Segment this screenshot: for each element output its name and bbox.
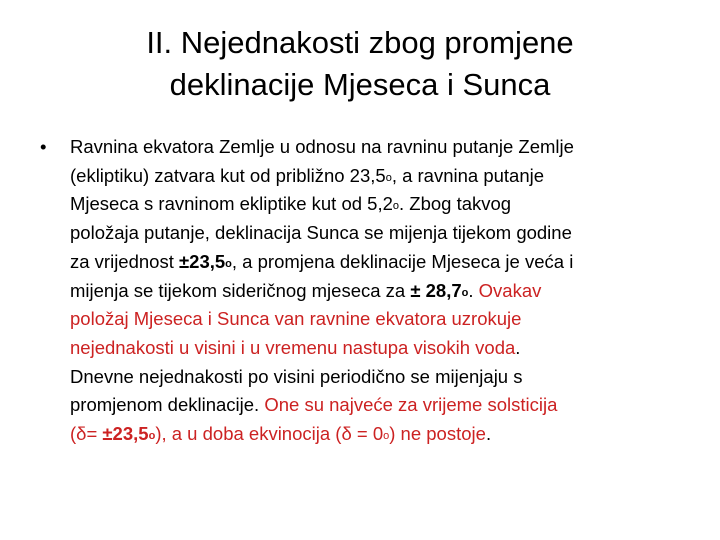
sun-declination-value: ±23,5 xyxy=(179,250,226,272)
degree-symbol: o xyxy=(225,257,232,270)
bullet-icon: • xyxy=(40,136,47,157)
paragraph-text xyxy=(70,133,704,449)
text-segment: Mjeseca s ravninom ekliptike kut od 5,2 xyxy=(70,193,393,215)
text-segment: . Zbog takvog xyxy=(399,193,512,215)
text-segment: Ravnina ekvatora Zemlje u odnosu na ravninu putanje Zemlje xyxy=(70,136,574,157)
slide-title xyxy=(60,22,660,106)
title-line-2: deklinacije Mjeseca i Sunca xyxy=(169,67,551,102)
text-line xyxy=(70,391,704,420)
highlighted-text: nejednakosti u visini i u vremenu nastupa visokih voda xyxy=(70,336,516,358)
degree-symbol: o xyxy=(383,430,390,443)
text-line xyxy=(70,133,704,162)
text-segment: . xyxy=(468,279,479,301)
text-line xyxy=(70,363,704,392)
text-line xyxy=(70,162,704,191)
moon-declination-value: ± 28,7 xyxy=(410,279,462,301)
text-segment: promjenom deklinacije. xyxy=(70,394,265,416)
text-segment: za vrijednost xyxy=(70,250,179,272)
text-line xyxy=(70,248,704,277)
text-line xyxy=(70,420,704,449)
text-line xyxy=(70,305,704,334)
text-line xyxy=(70,277,704,306)
highlighted-text: ) ne postoje xyxy=(389,423,486,445)
text-line xyxy=(70,334,704,363)
highlighted-text: Ovakav xyxy=(478,279,542,301)
bullet-paragraph xyxy=(40,133,704,449)
text-segment: , a promjena deklinacije Mjeseca je veća i xyxy=(231,250,574,272)
highlighted-text: ), a u doba ekvinocija (δ = 0 xyxy=(155,423,384,445)
highlighted-text: One su najveće za vrijeme solsticija xyxy=(264,394,558,416)
title-line-1: II. Nejednakosti zbog promjene xyxy=(146,25,574,60)
highlighted-text: položaj Mjeseca i Sunca van ravnine ekvatora uzrokuje xyxy=(70,308,522,330)
highlighted-text: (δ= xyxy=(70,423,103,445)
degree-symbol: o xyxy=(385,171,392,184)
degree-symbol: o xyxy=(148,430,156,443)
text-line xyxy=(70,219,704,248)
text-segment: , a ravnina putanje xyxy=(391,164,545,186)
solstice-declination-value: ±23,5 xyxy=(102,423,149,445)
degree-symbol: o xyxy=(392,200,399,213)
text-line xyxy=(70,190,704,219)
degree-symbol: o xyxy=(461,286,469,299)
text-segment: (ekliptiku) zatvara kut od približno 23,5 xyxy=(70,164,386,186)
text-segment: Dnevne nejednakosti po visini periodično se mijenjaju s xyxy=(70,365,523,387)
text-segment: . xyxy=(515,336,521,358)
text-segment: . xyxy=(485,423,492,445)
text-segment: mijenja se tijekom sideričnog mjeseca za xyxy=(70,279,411,301)
text-segment: položaja putanje, deklinacija Sunca se mijenja tijekom godine xyxy=(70,222,572,244)
